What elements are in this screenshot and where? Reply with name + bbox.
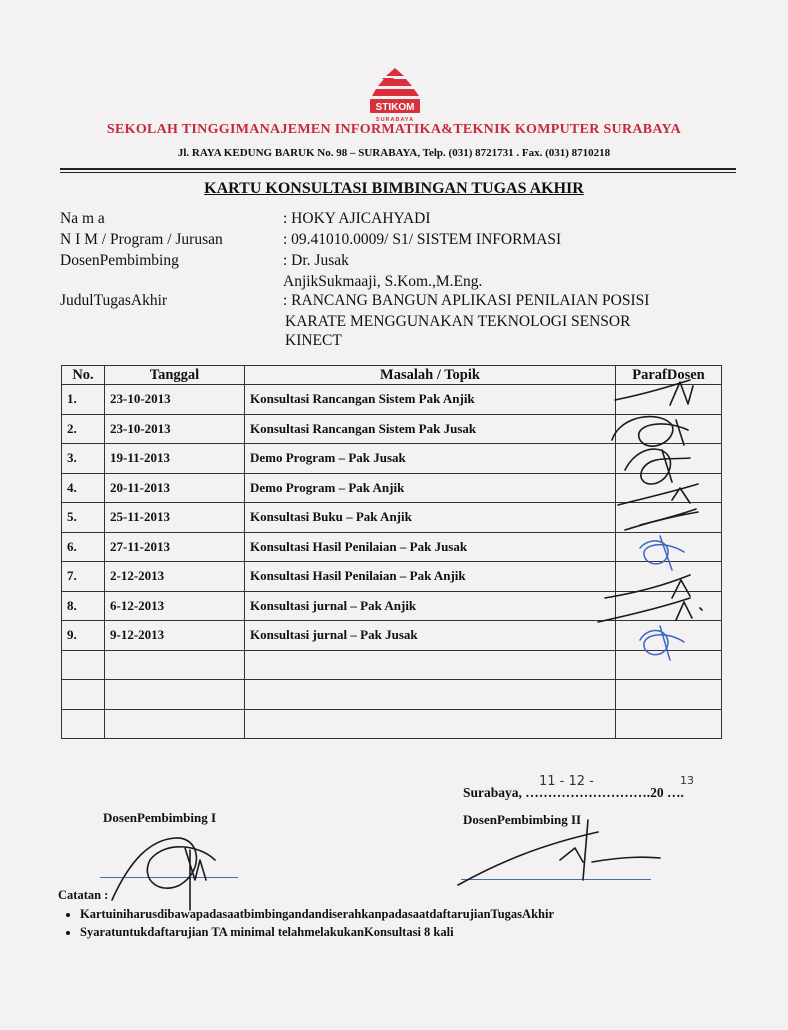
paraf-row8 <box>598 598 702 622</box>
row-date: 20-11-2013 <box>105 473 245 503</box>
paraf-row3 <box>625 449 690 484</box>
row-topic: Konsultasi Hasil Penilaian – Pak Anjik <box>245 562 616 592</box>
name-value: : HOKY AJICAHYADI <box>283 210 431 227</box>
paraf-row4 <box>618 484 698 505</box>
row-topic: Konsultasi jurnal – Pak Jusak <box>245 621 616 651</box>
notes-list <box>80 907 554 940</box>
advisor-value-2: AnjikSukmaaji, S.Kom.,M.Eng. <box>283 273 483 290</box>
row-topic: Demo Program – Pak Jusak <box>245 444 616 474</box>
document-title: KARTU KONSULTASI BIMBINGAN TUGAS AKHIR <box>204 180 584 197</box>
row-date: 27-11-2013 <box>105 532 245 562</box>
school-name: SEKOLAH TINGGIMANAJEMEN INFORMATIKA&TEKNIK KOMPUTER SURABAYA <box>106 122 682 137</box>
advisor-label: DosenPembimbing <box>60 252 179 269</box>
thesis-value-3: KINECT <box>285 332 342 349</box>
row-no: 7. <box>62 562 105 592</box>
notes-section <box>58 888 554 943</box>
logo-text: STIKOM <box>375 102 415 113</box>
row-date: 6-12-2013 <box>105 591 245 621</box>
row-date: 23-10-2013 <box>105 385 245 415</box>
header-no: No. <box>62 366 105 385</box>
row-date: 9-12-2013 <box>105 621 245 651</box>
paraf-row5 <box>625 509 698 530</box>
nim-value: : 09.41010.0009/ S1/ SISTEM INFORMASI <box>283 231 562 248</box>
paraf-row7 <box>605 575 690 598</box>
paraf-row2 <box>612 417 688 447</box>
row-no: 8. <box>62 591 105 621</box>
name-label: Na m a <box>60 210 105 227</box>
signature-advisor2 <box>458 820 660 885</box>
row-topic: Konsultasi Rancangan Sistem Pak Anjik <box>245 385 616 415</box>
advisor2-label: DosenPembimbing II <box>463 812 582 827</box>
row-no: 2. <box>62 414 105 444</box>
nim-label: N I M / Program / Jurusan <box>60 231 223 248</box>
row-no: 9. <box>62 621 105 651</box>
thesis-value-1: : RANCANG BANGUN APLIKASI PENILAIAN POSISI <box>283 292 650 309</box>
advisor-value-1: : Dr. Jusak <box>283 252 349 269</box>
row-topic: Konsultasi Hasil Penilaian – Pak Jusak <box>245 532 616 562</box>
header-topic: Masalah / Topik <box>245 366 616 385</box>
row-no: 1. <box>62 385 105 415</box>
note-item: • Syaratuntukdaftarujian TA minimal telahmelakukanKonsultasi 8 kali <box>80 925 554 940</box>
row-date: 23-10-2013 <box>105 414 245 444</box>
row-topic: Konsultasi jurnal – Pak Anjik <box>245 591 616 621</box>
handwritten-date: 11 - 12 - <box>539 774 594 789</box>
header-sign: ParafDosen <box>616 366 722 385</box>
row-date: 19-11-2013 <box>105 444 245 474</box>
thesis-value-2: KARATE MENGGUNAKAN TEKNOLOGI SENSOR <box>285 313 631 330</box>
row-no: 3. <box>62 444 105 474</box>
logo-subtext: SURABAYA <box>375 117 415 123</box>
row-no: 6. <box>62 532 105 562</box>
paraf-row9 <box>640 626 684 660</box>
paraf-row1 <box>615 380 693 405</box>
row-date: 25-11-2013 <box>105 503 245 533</box>
header-date: Tanggal <box>105 366 245 385</box>
notes-heading: Catatan : <box>58 888 109 902</box>
note-item: • KartuiniharusdibawapadasaatbimbingandandiserahkanpadasaatdaftarujianTugasAkhir <box>80 907 554 922</box>
advisor1-label: DosenPembimbing I <box>103 810 217 825</box>
paraf-row6 <box>640 536 684 570</box>
row-date: 2-12-2013 <box>105 562 245 592</box>
row-no: 4. <box>62 473 105 503</box>
row-topic: Demo Program – Pak Anjik <box>245 473 616 503</box>
place-date: Surabaya, ……………………….20 …. <box>463 785 684 800</box>
row-topic: Konsultasi Buku – Pak Anjik <box>245 503 616 533</box>
row-topic: Konsultasi Rancangan Sistem Pak Jusak <box>245 414 616 444</box>
handwritten-year: 13 <box>680 774 694 787</box>
row-no: 5. <box>62 503 105 533</box>
thesis-label: JudulTugasAkhir <box>60 292 168 309</box>
school-address: Jl. RAYA KEDUNG BARUK No. 98 – SURABAYA, Telp. (031) 8721731 . Fax. (031) 8710218 <box>177 147 611 159</box>
